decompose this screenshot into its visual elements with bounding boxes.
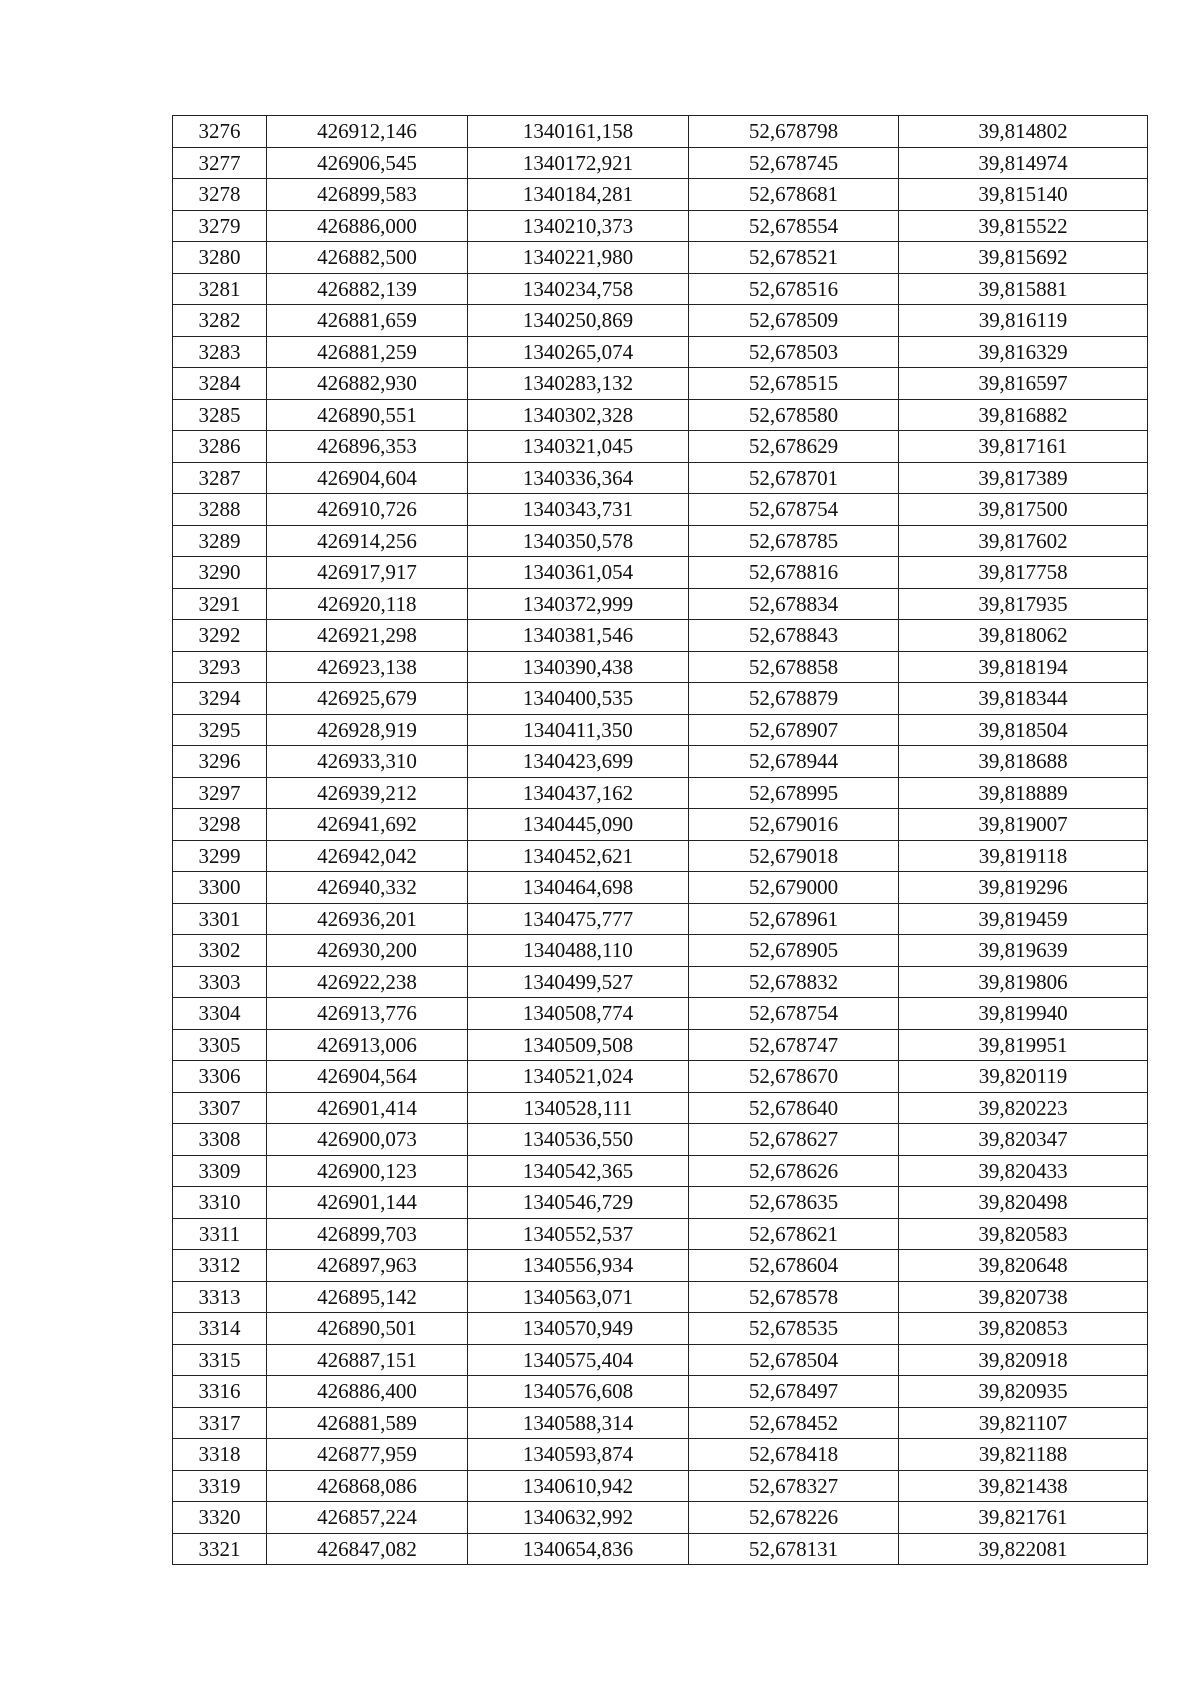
- point-number-cell: 3284: [173, 368, 267, 400]
- table-row: [173, 809, 1148, 841]
- x-coordinate-cell: 426913,006: [267, 1029, 468, 1061]
- x-coordinate-cell: 426896,353: [267, 431, 468, 463]
- x-coordinate-cell: 426897,963: [267, 1250, 468, 1282]
- y-coordinate-cell: 1340464,698: [468, 872, 689, 904]
- latitude-cell: 52,678516: [689, 273, 899, 305]
- x-coordinate-cell: 426928,919: [267, 714, 468, 746]
- y-coordinate-cell: 1340499,527: [468, 966, 689, 998]
- latitude-cell: 52,678418: [689, 1439, 899, 1471]
- latitude-cell: 52,678907: [689, 714, 899, 746]
- y-coordinate-cell: 1340521,024: [468, 1061, 689, 1093]
- table-row: [173, 1029, 1148, 1061]
- y-coordinate-cell: 1340321,045: [468, 431, 689, 463]
- point-number-cell: 3297: [173, 777, 267, 809]
- point-number-cell: 3277: [173, 147, 267, 179]
- longitude-cell: 39,815881: [899, 273, 1148, 305]
- latitude-cell: 52,678670: [689, 1061, 899, 1093]
- table-row: [173, 1155, 1148, 1187]
- point-number-cell: 3280: [173, 242, 267, 274]
- x-coordinate-cell: 426917,917: [267, 557, 468, 589]
- latitude-cell: 52,678509: [689, 305, 899, 337]
- y-coordinate-cell: 1340475,777: [468, 903, 689, 935]
- x-coordinate-cell: 426895,142: [267, 1281, 468, 1313]
- longitude-cell: 39,819459: [899, 903, 1148, 935]
- latitude-cell: 52,678327: [689, 1470, 899, 1502]
- longitude-cell: 39,817500: [899, 494, 1148, 526]
- table-row: [173, 1407, 1148, 1439]
- table-row: [173, 746, 1148, 778]
- y-coordinate-cell: 1340361,054: [468, 557, 689, 589]
- longitude-cell: 39,818688: [899, 746, 1148, 778]
- x-coordinate-cell: 426882,500: [267, 242, 468, 274]
- point-number-cell: 3287: [173, 462, 267, 494]
- table-row: [173, 1470, 1148, 1502]
- latitude-cell: 52,678785: [689, 525, 899, 557]
- table-row: [173, 1376, 1148, 1408]
- longitude-cell: 39,814974: [899, 147, 1148, 179]
- y-coordinate-cell: 1340390,438: [468, 651, 689, 683]
- y-coordinate-cell: 1340221,980: [468, 242, 689, 274]
- point-number-cell: 3307: [173, 1092, 267, 1124]
- coordinates-table: [172, 115, 1148, 1565]
- y-coordinate-cell: 1340234,758: [468, 273, 689, 305]
- y-coordinate-cell: 1340372,999: [468, 588, 689, 620]
- point-number-cell: 3301: [173, 903, 267, 935]
- table-row: [173, 1250, 1148, 1282]
- latitude-cell: 52,678626: [689, 1155, 899, 1187]
- point-number-cell: 3294: [173, 683, 267, 715]
- y-coordinate-cell: 1340546,729: [468, 1187, 689, 1219]
- x-coordinate-cell: 426887,151: [267, 1344, 468, 1376]
- point-number-cell: 3304: [173, 998, 267, 1030]
- table-row: [173, 336, 1148, 368]
- latitude-cell: 52,678747: [689, 1029, 899, 1061]
- longitude-cell: 39,818344: [899, 683, 1148, 715]
- y-coordinate-cell: 1340381,546: [468, 620, 689, 652]
- x-coordinate-cell: 426899,583: [267, 179, 468, 211]
- latitude-cell: 52,678452: [689, 1407, 899, 1439]
- x-coordinate-cell: 426920,118: [267, 588, 468, 620]
- point-number-cell: 3295: [173, 714, 267, 746]
- table-row: [173, 620, 1148, 652]
- point-number-cell: 3292: [173, 620, 267, 652]
- y-coordinate-cell: 1340210,373: [468, 210, 689, 242]
- x-coordinate-cell: 426882,139: [267, 273, 468, 305]
- longitude-cell: 39,820853: [899, 1313, 1148, 1345]
- x-coordinate-cell: 426901,144: [267, 1187, 468, 1219]
- latitude-cell: 52,678843: [689, 620, 899, 652]
- x-coordinate-cell: 426914,256: [267, 525, 468, 557]
- point-number-cell: 3317: [173, 1407, 267, 1439]
- longitude-cell: 39,817389: [899, 462, 1148, 494]
- longitude-cell: 39,820347: [899, 1124, 1148, 1156]
- longitude-cell: 39,821761: [899, 1502, 1148, 1534]
- point-number-cell: 3302: [173, 935, 267, 967]
- longitude-cell: 39,818889: [899, 777, 1148, 809]
- table-row: [173, 399, 1148, 431]
- table-row: [173, 1313, 1148, 1345]
- longitude-cell: 39,819007: [899, 809, 1148, 841]
- x-coordinate-cell: 426886,000: [267, 210, 468, 242]
- latitude-cell: 52,678521: [689, 242, 899, 274]
- x-coordinate-cell: 426857,224: [267, 1502, 468, 1534]
- y-coordinate-cell: 1340556,934: [468, 1250, 689, 1282]
- latitude-cell: 52,678832: [689, 966, 899, 998]
- latitude-cell: 52,678858: [689, 651, 899, 683]
- point-number-cell: 3300: [173, 872, 267, 904]
- y-coordinate-cell: 1340336,364: [468, 462, 689, 494]
- point-number-cell: 3281: [173, 273, 267, 305]
- table-row: [173, 210, 1148, 242]
- point-number-cell: 3296: [173, 746, 267, 778]
- y-coordinate-cell: 1340283,132: [468, 368, 689, 400]
- longitude-cell: 39,819296: [899, 872, 1148, 904]
- y-coordinate-cell: 1340411,350: [468, 714, 689, 746]
- longitude-cell: 39,817161: [899, 431, 1148, 463]
- longitude-cell: 39,815522: [899, 210, 1148, 242]
- point-number-cell: 3288: [173, 494, 267, 526]
- x-coordinate-cell: 426921,298: [267, 620, 468, 652]
- y-coordinate-cell: 1340452,621: [468, 840, 689, 872]
- y-coordinate-cell: 1340552,537: [468, 1218, 689, 1250]
- point-number-cell: 3303: [173, 966, 267, 998]
- point-number-cell: 3276: [173, 116, 267, 148]
- latitude-cell: 52,678816: [689, 557, 899, 589]
- longitude-cell: 39,816329: [899, 336, 1148, 368]
- table-row: [173, 1187, 1148, 1219]
- table-row: [173, 651, 1148, 683]
- point-number-cell: 3321: [173, 1533, 267, 1565]
- x-coordinate-cell: 426930,200: [267, 935, 468, 967]
- point-number-cell: 3286: [173, 431, 267, 463]
- table-row: [173, 1092, 1148, 1124]
- point-number-cell: 3314: [173, 1313, 267, 1345]
- y-coordinate-cell: 1340632,992: [468, 1502, 689, 1534]
- longitude-cell: 39,820223: [899, 1092, 1148, 1124]
- longitude-cell: 39,817758: [899, 557, 1148, 589]
- x-coordinate-cell: 426890,501: [267, 1313, 468, 1345]
- table-row: [173, 1502, 1148, 1534]
- table-row: [173, 1533, 1148, 1565]
- table-row: [173, 147, 1148, 179]
- y-coordinate-cell: 1340654,836: [468, 1533, 689, 1565]
- latitude-cell: 52,679018: [689, 840, 899, 872]
- longitude-cell: 39,822081: [899, 1533, 1148, 1565]
- longitude-cell: 39,817935: [899, 588, 1148, 620]
- latitude-cell: 52,678621: [689, 1218, 899, 1250]
- point-number-cell: 3320: [173, 1502, 267, 1534]
- table-row: [173, 368, 1148, 400]
- table-row: [173, 525, 1148, 557]
- latitude-cell: 52,678515: [689, 368, 899, 400]
- longitude-cell: 39,820498: [899, 1187, 1148, 1219]
- longitude-cell: 39,818062: [899, 620, 1148, 652]
- longitude-cell: 39,818194: [899, 651, 1148, 683]
- table-row: [173, 242, 1148, 274]
- latitude-cell: 52,678681: [689, 179, 899, 211]
- x-coordinate-cell: 426940,332: [267, 872, 468, 904]
- point-number-cell: 3315: [173, 1344, 267, 1376]
- latitude-cell: 52,679000: [689, 872, 899, 904]
- y-coordinate-cell: 1340423,699: [468, 746, 689, 778]
- table-row: [173, 1061, 1148, 1093]
- longitude-cell: 39,819639: [899, 935, 1148, 967]
- table-row: [173, 872, 1148, 904]
- table-row: [173, 588, 1148, 620]
- table-row: [173, 714, 1148, 746]
- x-coordinate-cell: 426900,073: [267, 1124, 468, 1156]
- longitude-cell: 39,816119: [899, 305, 1148, 337]
- latitude-cell: 52,678580: [689, 399, 899, 431]
- latitude-cell: 52,678226: [689, 1502, 899, 1534]
- coordinates-table-body: [173, 116, 1148, 1565]
- x-coordinate-cell: 426923,138: [267, 651, 468, 683]
- latitude-cell: 52,678131: [689, 1533, 899, 1565]
- point-number-cell: 3282: [173, 305, 267, 337]
- table-row: [173, 431, 1148, 463]
- x-coordinate-cell: 426847,082: [267, 1533, 468, 1565]
- y-coordinate-cell: 1340508,774: [468, 998, 689, 1030]
- longitude-cell: 39,820918: [899, 1344, 1148, 1376]
- y-coordinate-cell: 1340265,074: [468, 336, 689, 368]
- y-coordinate-cell: 1340528,111: [468, 1092, 689, 1124]
- latitude-cell: 52,678905: [689, 935, 899, 967]
- table-row: [173, 1124, 1148, 1156]
- x-coordinate-cell: 426925,679: [267, 683, 468, 715]
- y-coordinate-cell: 1340302,328: [468, 399, 689, 431]
- latitude-cell: 52,679016: [689, 809, 899, 841]
- point-number-cell: 3313: [173, 1281, 267, 1313]
- latitude-cell: 52,678535: [689, 1313, 899, 1345]
- latitude-cell: 52,678754: [689, 494, 899, 526]
- latitude-cell: 52,678995: [689, 777, 899, 809]
- latitude-cell: 52,678640: [689, 1092, 899, 1124]
- x-coordinate-cell: 426941,692: [267, 809, 468, 841]
- y-coordinate-cell: 1340563,071: [468, 1281, 689, 1313]
- y-coordinate-cell: 1340593,874: [468, 1439, 689, 1471]
- table-row: [173, 840, 1148, 872]
- table-row: [173, 777, 1148, 809]
- longitude-cell: 39,821188: [899, 1439, 1148, 1471]
- table-row: [173, 116, 1148, 148]
- y-coordinate-cell: 1340350,578: [468, 525, 689, 557]
- longitude-cell: 39,816597: [899, 368, 1148, 400]
- x-coordinate-cell: 426901,414: [267, 1092, 468, 1124]
- y-coordinate-cell: 1340161,158: [468, 116, 689, 148]
- point-number-cell: 3289: [173, 525, 267, 557]
- table-row: [173, 903, 1148, 935]
- x-coordinate-cell: 426900,123: [267, 1155, 468, 1187]
- point-number-cell: 3279: [173, 210, 267, 242]
- latitude-cell: 52,678629: [689, 431, 899, 463]
- x-coordinate-cell: 426906,545: [267, 147, 468, 179]
- longitude-cell: 39,817602: [899, 525, 1148, 557]
- x-coordinate-cell: 426904,604: [267, 462, 468, 494]
- longitude-cell: 39,819118: [899, 840, 1148, 872]
- y-coordinate-cell: 1340437,162: [468, 777, 689, 809]
- table-row: [173, 462, 1148, 494]
- x-coordinate-cell: 426881,589: [267, 1407, 468, 1439]
- point-number-cell: 3290: [173, 557, 267, 589]
- point-number-cell: 3318: [173, 1439, 267, 1471]
- point-number-cell: 3299: [173, 840, 267, 872]
- x-coordinate-cell: 426877,959: [267, 1439, 468, 1471]
- x-coordinate-cell: 426933,310: [267, 746, 468, 778]
- longitude-cell: 39,819806: [899, 966, 1148, 998]
- table-row: [173, 494, 1148, 526]
- longitude-cell: 39,818504: [899, 714, 1148, 746]
- x-coordinate-cell: 426936,201: [267, 903, 468, 935]
- longitude-cell: 39,820935: [899, 1376, 1148, 1408]
- latitude-cell: 52,678604: [689, 1250, 899, 1282]
- x-coordinate-cell: 426881,259: [267, 336, 468, 368]
- longitude-cell: 39,815140: [899, 179, 1148, 211]
- table-row: [173, 1281, 1148, 1313]
- y-coordinate-cell: 1340509,508: [468, 1029, 689, 1061]
- table-row: [173, 683, 1148, 715]
- longitude-cell: 39,821107: [899, 1407, 1148, 1439]
- point-number-cell: 3319: [173, 1470, 267, 1502]
- point-number-cell: 3309: [173, 1155, 267, 1187]
- latitude-cell: 52,678503: [689, 336, 899, 368]
- point-number-cell: 3291: [173, 588, 267, 620]
- table-row: [173, 1344, 1148, 1376]
- point-number-cell: 3285: [173, 399, 267, 431]
- table-row: [173, 273, 1148, 305]
- longitude-cell: 39,821438: [899, 1470, 1148, 1502]
- point-number-cell: 3310: [173, 1187, 267, 1219]
- latitude-cell: 52,678554: [689, 210, 899, 242]
- x-coordinate-cell: 426868,086: [267, 1470, 468, 1502]
- point-number-cell: 3278: [173, 179, 267, 211]
- latitude-cell: 52,678504: [689, 1344, 899, 1376]
- longitude-cell: 39,819940: [899, 998, 1148, 1030]
- latitude-cell: 52,678798: [689, 116, 899, 148]
- y-coordinate-cell: 1340184,281: [468, 179, 689, 211]
- x-coordinate-cell: 426904,564: [267, 1061, 468, 1093]
- table-row: [173, 1439, 1148, 1471]
- y-coordinate-cell: 1340570,949: [468, 1313, 689, 1345]
- point-number-cell: 3306: [173, 1061, 267, 1093]
- latitude-cell: 52,678961: [689, 903, 899, 935]
- x-coordinate-cell: 426881,659: [267, 305, 468, 337]
- latitude-cell: 52,678879: [689, 683, 899, 715]
- x-coordinate-cell: 426899,703: [267, 1218, 468, 1250]
- longitude-cell: 39,820119: [899, 1061, 1148, 1093]
- y-coordinate-cell: 1340488,110: [468, 935, 689, 967]
- point-number-cell: 3293: [173, 651, 267, 683]
- y-coordinate-cell: 1340172,921: [468, 147, 689, 179]
- table-row: [173, 935, 1148, 967]
- x-coordinate-cell: 426910,726: [267, 494, 468, 526]
- latitude-cell: 52,678701: [689, 462, 899, 494]
- y-coordinate-cell: 1340400,535: [468, 683, 689, 715]
- table-row: [173, 1218, 1148, 1250]
- x-coordinate-cell: 426886,400: [267, 1376, 468, 1408]
- y-coordinate-cell: 1340610,942: [468, 1470, 689, 1502]
- point-number-cell: 3312: [173, 1250, 267, 1282]
- y-coordinate-cell: 1340536,550: [468, 1124, 689, 1156]
- table-row: [173, 998, 1148, 1030]
- x-coordinate-cell: 426922,238: [267, 966, 468, 998]
- latitude-cell: 52,678745: [689, 147, 899, 179]
- point-number-cell: 3308: [173, 1124, 267, 1156]
- x-coordinate-cell: 426942,042: [267, 840, 468, 872]
- y-coordinate-cell: 1340445,090: [468, 809, 689, 841]
- table-row: [173, 305, 1148, 337]
- point-number-cell: 3305: [173, 1029, 267, 1061]
- y-coordinate-cell: 1340250,869: [468, 305, 689, 337]
- latitude-cell: 52,678834: [689, 588, 899, 620]
- latitude-cell: 52,678754: [689, 998, 899, 1030]
- point-number-cell: 3316: [173, 1376, 267, 1408]
- longitude-cell: 39,820583: [899, 1218, 1148, 1250]
- y-coordinate-cell: 1340343,731: [468, 494, 689, 526]
- longitude-cell: 39,820433: [899, 1155, 1148, 1187]
- x-coordinate-cell: 426882,930: [267, 368, 468, 400]
- longitude-cell: 39,816882: [899, 399, 1148, 431]
- longitude-cell: 39,815692: [899, 242, 1148, 274]
- table-row: [173, 966, 1148, 998]
- latitude-cell: 52,678627: [689, 1124, 899, 1156]
- y-coordinate-cell: 1340588,314: [468, 1407, 689, 1439]
- y-coordinate-cell: 1340575,404: [468, 1344, 689, 1376]
- point-number-cell: 3311: [173, 1218, 267, 1250]
- x-coordinate-cell: 426913,776: [267, 998, 468, 1030]
- table-row: [173, 557, 1148, 589]
- x-coordinate-cell: 426939,212: [267, 777, 468, 809]
- longitude-cell: 39,820648: [899, 1250, 1148, 1282]
- y-coordinate-cell: 1340576,608: [468, 1376, 689, 1408]
- point-number-cell: 3283: [173, 336, 267, 368]
- latitude-cell: 52,678497: [689, 1376, 899, 1408]
- longitude-cell: 39,814802: [899, 116, 1148, 148]
- latitude-cell: 52,678578: [689, 1281, 899, 1313]
- latitude-cell: 52,678944: [689, 746, 899, 778]
- point-number-cell: 3298: [173, 809, 267, 841]
- longitude-cell: 39,820738: [899, 1281, 1148, 1313]
- table-row: [173, 179, 1148, 211]
- longitude-cell: 39,819951: [899, 1029, 1148, 1061]
- latitude-cell: 52,678635: [689, 1187, 899, 1219]
- x-coordinate-cell: 426890,551: [267, 399, 468, 431]
- x-coordinate-cell: 426912,146: [267, 116, 468, 148]
- y-coordinate-cell: 1340542,365: [468, 1155, 689, 1187]
